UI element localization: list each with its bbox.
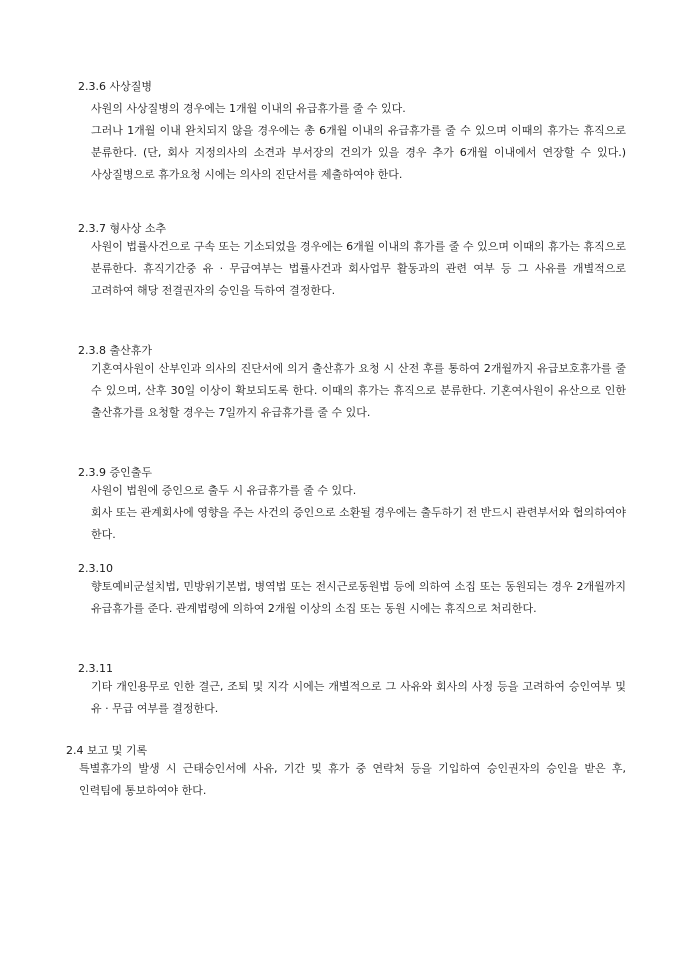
- section-2-3-7: [78, 222, 626, 322]
- section-paragraph: 사원의 사상질병의 경우에는 1개월 이내의 유급휴가를 줄 수 있다.: [91, 102, 406, 115]
- section-2-4: [66, 744, 626, 814]
- section-paragraph: 회사 또는 관계회사에 영향을 주는 사건의 증인으로 소환될 경우에는 출두하기 전 반드시 관련부서와 협의하여야 한다.: [91, 506, 626, 541]
- section-2-3-6: [78, 80, 626, 200]
- section-paragraph: 그러나 1개월 이내 완치되지 않을 경우에는 총 6개월 이내의 유급휴가를 줄 수 있으며 이때의 휴가는 휴직으로 분류한다. (단, 회사 지정의사의 소견과 부서장의 건의가 있을 경우 추가 6개월 이내에서 연장할 수 있다.) 사상질병으로 휴가요청 시에는 의사의 진단서를 제출하여야 한다.: [91, 124, 626, 181]
- section-paragraph: 특별휴가의 발생 시 근태승인서에 사유, 기간 및 휴가 중 연락처 등을 기입하여 승인권자의 승인을 받은 후, 인력팀에 통보하여야 한다.: [79, 762, 626, 797]
- section-heading: 2.3.11: [78, 662, 113, 675]
- section-heading: 2.3.8 출산휴가: [78, 344, 152, 357]
- section-heading: 2.3.6 사상질병: [78, 80, 152, 93]
- section-2-3-10: [78, 562, 626, 642]
- section-paragraph: 기타 개인용무로 인한 결근, 조퇴 및 지각 시에는 개별적으로 그 사유와 회사의 사정 등을 고려하여 승인여부 및 유 · 무급 여부를 결정한다.: [91, 680, 626, 715]
- section-paragraph: 향토예비군설치법, 민방위기본법, 병역법 또는 전시근로동원법 등에 의하여 소집 또는 동원되는 경우 2개월까지 유급휴가를 준다. 관계법령에 의하여 2개월 이상의 소집 또는 동원 시에는 휴직으로 처리한다.: [91, 580, 626, 615]
- section-paragraph: 사원이 법원에 증인으로 출두 시 유급휴가를 줄 수 있다.: [91, 484, 357, 497]
- section-heading: 2.4 보고 및 기록: [66, 744, 148, 757]
- section-2-3-8: [78, 344, 626, 444]
- section-heading: 2.3.10: [78, 562, 113, 575]
- section-paragraph: 기혼여사원이 산부인과 의사의 진단서에 의거 출산휴가 요청 시 산전 후를 통하여 2개월까지 유급보호휴가를 줄 수 있으며, 산후 30일 이상이 확보되도록 한다. 이때의 휴가는 휴직으로 분류한다. 기혼여사원이 유산으로 인한 출산휴가를 요청할 경우는 7일까지 유급휴가를 줄 수 있다.: [91, 362, 626, 419]
- section-2-3-11: [78, 662, 626, 722]
- section-paragraph: 사원이 법률사건으로 구속 또는 기소되었을 경우에는 6개월 이내의 휴가를 줄 수 있으며 이때의 휴가는 휴직으로 분류한다. 휴직기간중 유 · 무급여부는 법률사건과 회사업무 활동과의 관련 여부 등 그 사유를 개별적으로 고려하여 해당 전결권자의 승인을 득하여 결정한다.: [91, 240, 626, 297]
- section-2-3-9: [78, 466, 626, 546]
- section-heading: 2.3.9 증인출두: [78, 466, 152, 479]
- section-heading: 2.3.7 형사상 소추: [78, 222, 167, 235]
